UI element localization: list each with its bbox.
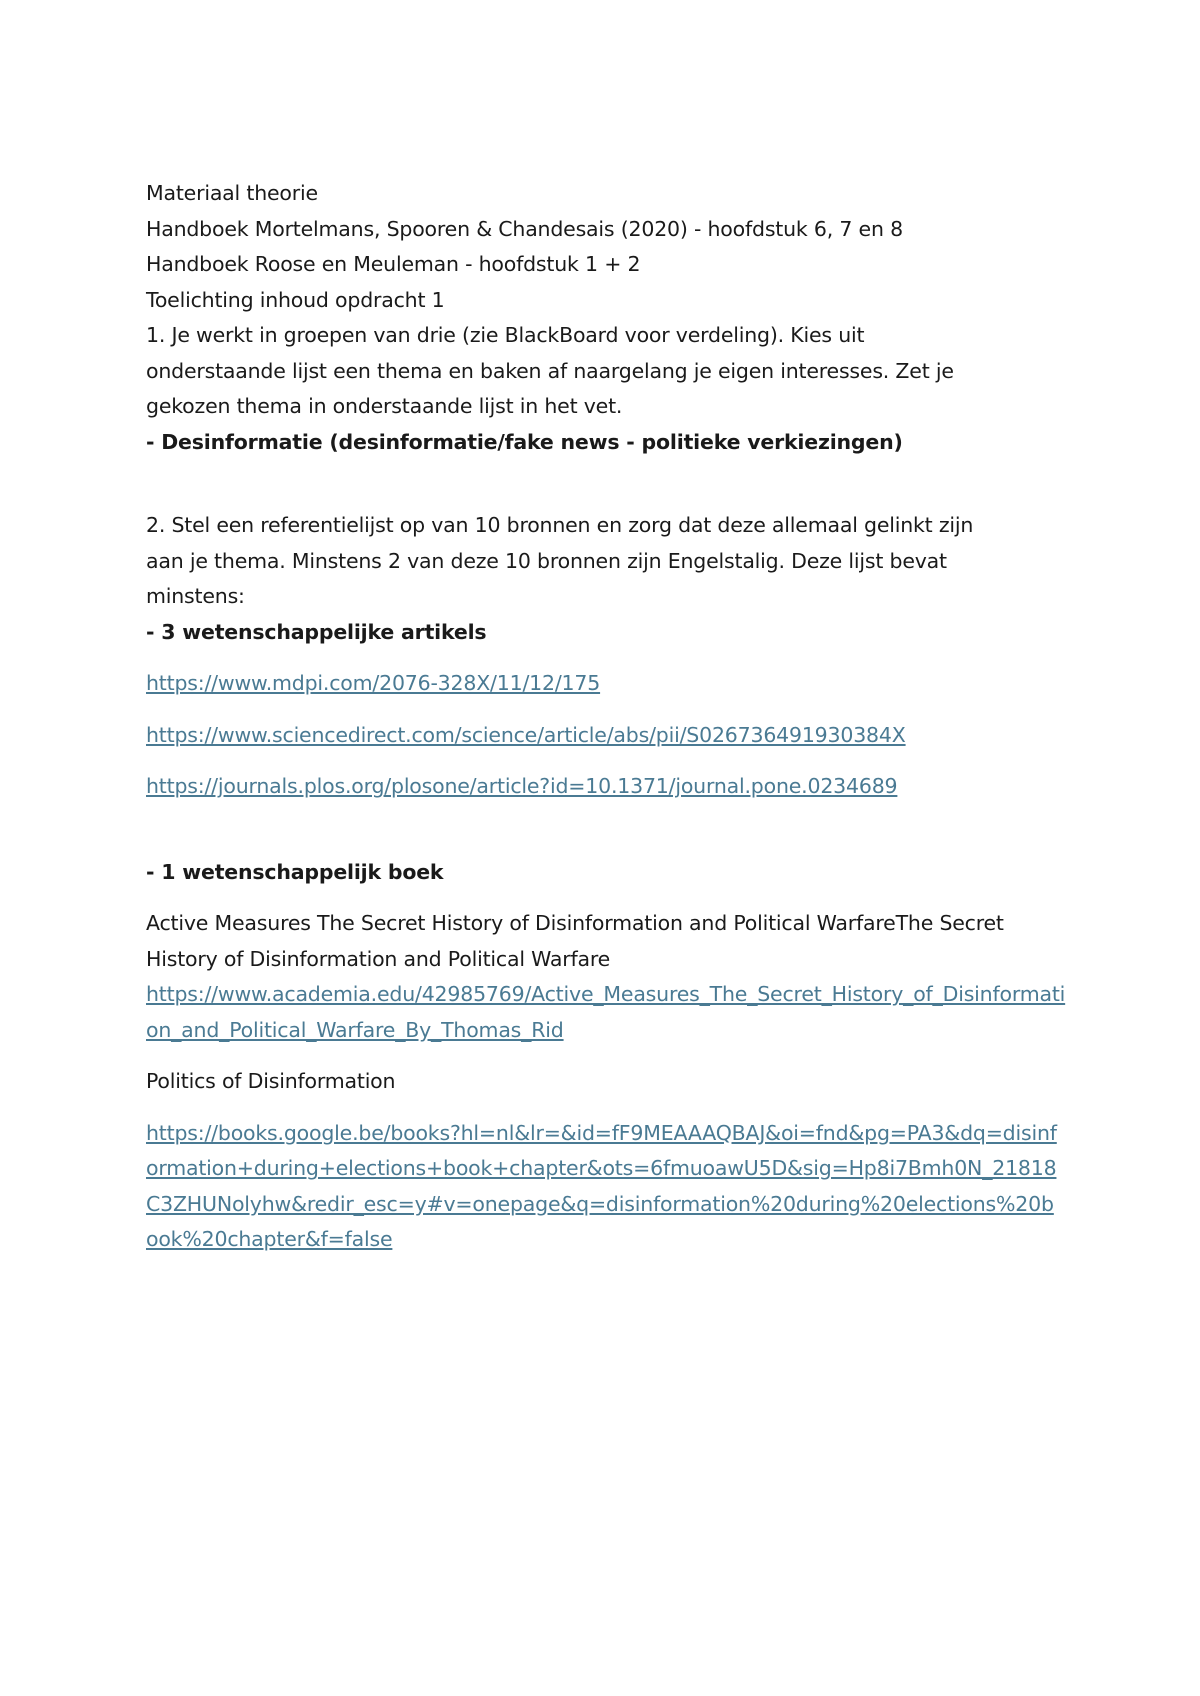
article-link-1[interactable]: https://www.mdpi.com/2076-328X/11/12/175 [146, 671, 601, 695]
step-2-paragraph: 2. Stel een referentielijst op van 10 bronnen en zorg dat deze allemaal gelinkt zijn aan je thema. Minstens 2 van deze 10 bronnen zijn Engelstalig. Deze lijst bevat minstens: [146, 513, 974, 608]
book-2-title: Politics of Disinformation [146, 1069, 396, 1093]
articles-heading: - 3 wetenschappelijke artikels [146, 619, 487, 644]
book-1-title: Active Measures The Secret History of Disinformation and Political WarfareThe Secret History of Disinformation and Political Warfare [146, 911, 1004, 971]
step-1-paragraph: 1. Je werkt in groepen van drie (zie BlackBoard voor verdeling). Kies uit onderstaande lijst een thema en baken af naargelang je eigen interesses. Zet je gekozen thema in onderstaande lijst in het vet. [146, 323, 954, 418]
article-link-3[interactable]: https://journals.plos.org/plosone/article?id=10.1371/journal.pone.0234689 [146, 774, 898, 798]
article-link-2[interactable]: https://www.sciencedirect.com/science/article/abs/pii/S026736491930384X [146, 722, 906, 747]
chosen-theme: - Desinformatie (desinformatie/fake news - politieke verkiezingen) [146, 429, 903, 454]
book-heading: - 1 wetenschappelijk boek [146, 859, 444, 884]
document-page [146, 176, 1066, 1258]
explanation-heading: Toelichting inhoud opdracht 1 [146, 287, 445, 312]
book-1-link[interactable]: https://www.academia.edu/42985769/Active_Measures_The_Secret_History_of_Disinformation_and_Political_Warfare_By_Thomas_Rid [146, 982, 1066, 1042]
handbook-line-2: Handboek Roose en Meuleman - hoofdstuk 1 + 2 [146, 252, 641, 276]
material-heading: Materiaal theorie [146, 181, 318, 205]
book-2-link[interactable]: https://books.google.be/books?hl=nl&lr=&id=fF9MEAAAQBAJ&oi=fnd&pg=PA3&dq=disinformation+during+elections+book+chapter&ots=6fmuoawU5D&sig=Hp8i7Bmh0N_21818C3ZHUNolyhw&redir_esc=y#v=onepage&q=disinformation%20during%20elections%20book%20chapter&f=false [146, 1120, 1057, 1251]
handbook-line-1: Handboek Mortelmans, Spooren & Chandesais (2020) - hoofdstuk 6, 7 en 8 [146, 216, 903, 241]
